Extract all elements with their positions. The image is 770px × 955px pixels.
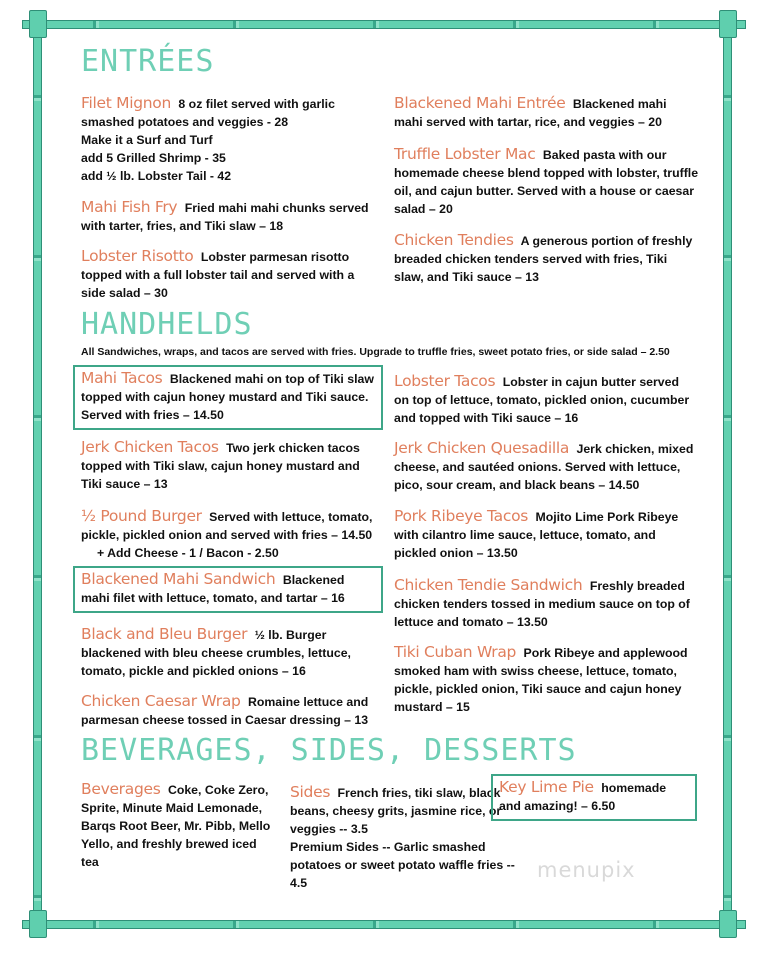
frame-post-bl: [29, 910, 47, 938]
item-name: ½ Pound Burger: [81, 507, 202, 525]
item-name: Lobster Tacos: [394, 372, 496, 390]
item-name: Chicken Tendies: [394, 231, 514, 249]
item-pork-ribeye-tacos: [394, 507, 684, 562]
item-desc: Two jerk chicken tacos topped with Tiki slaw, cajun honey mustard and Tiki sauce – 13: [81, 441, 360, 491]
item-desc: Blackened mahi filet with lettuce, tomato, and tartar – 16: [81, 573, 345, 605]
frame-post-br: [719, 910, 737, 938]
item-extra: Make it a Surf and Turf: [81, 133, 213, 147]
item-name: Black and Bleu Burger: [81, 625, 248, 643]
frame-post-tr: [719, 10, 737, 38]
item-desc: homemade and amazing! – 6.50: [499, 781, 667, 813]
item-desc: Lobster in cajun butter served on top of lettuce, tomato, pickled onion, cucumber and topped with Tiki sauce – 16: [394, 375, 690, 425]
item-chicken-caesar-wrap: [81, 692, 371, 729]
section-title-beverages: BEVERAGES, SIDES, DESSERTS: [81, 733, 577, 768]
item-key-lime-pie: [491, 774, 697, 821]
item-desc: Baked pasta with our homemade cheese blend topped with lobster, truffle oil, and cajun butter. Served with a house or caesar salad – 20: [394, 148, 699, 216]
item-extra: Premium Sides -- Garlic smashed potatoes or sweet potato waffle fries -- 4.5: [290, 840, 515, 890]
item-chicken-tendie-sandwich: [394, 576, 694, 631]
item-desc: A generous portion of freshly breaded chicken tenders served with fries, Tiki slaw, and Tiki sauce – 13: [394, 234, 693, 284]
item-beverages: [81, 780, 271, 871]
item-name: Filet Mignon: [81, 94, 171, 112]
item-name: Sides: [290, 783, 331, 801]
item-extra: add ½ lb. Lobster Tail - 42: [81, 169, 232, 183]
item-blackened-mahi-sandwich: [73, 566, 383, 613]
item-desc: Jerk chicken, mixed cheese, and sautéed onions. Served with lettuce, pico, sour cream, and black beans – 14.50: [394, 442, 694, 492]
frame-left: [33, 14, 42, 938]
item-mahi-fish-fry: [81, 198, 371, 235]
item-name: Chicken Tendie Sandwich: [394, 576, 583, 594]
item-name: Jerk Chicken Tacos: [81, 438, 219, 456]
item-tiki-cuban-wrap: [394, 643, 694, 716]
item-extra: add 5 Grilled Shrimp - 35: [81, 151, 226, 165]
frame-post-tl: [29, 10, 47, 38]
item-desc: 8 oz filet served with garlic smashed potatoes and veggies - 28: [81, 97, 335, 129]
item-name: Truffle Lobster Mac: [394, 145, 536, 163]
item-desc: Pork Ribeye and applewood smoked ham with swiss cheese, lettuce, tomato, pickle, pickled onion, Tiki sauce and cajun honey mustard – 15: [394, 646, 688, 714]
item-desc: Fried mahi mahi chunks served with tarter, fries, and Tiki slaw – 18: [81, 201, 369, 233]
handhelds-note: All Sandwiches, wraps, and tacos are served with fries. Upgrade to truffle fries, sweet potato fries, or side salad – 2.50: [81, 346, 670, 358]
item-name: Mahi Fish Fry: [81, 198, 178, 216]
section-title-entrees: ENTRÉES: [81, 44, 215, 79]
item-desc: ½ lb. Burger blackened with bleu cheese crumbles, lettuce, tomato, pickle and pickled onions – 16: [81, 628, 351, 678]
item-name: Blackened Mahi Entrée: [394, 94, 566, 112]
item-name: Key Lime Pie: [499, 778, 594, 796]
item-name: Chicken Caesar Wrap: [81, 692, 241, 710]
item-filet-mignon: [81, 94, 371, 185]
item-jerk-chicken-quesadilla: [394, 439, 694, 494]
frame-top: [22, 20, 746, 29]
item-desc: Coke, Coke Zero, Sprite, Minute Maid Lemonade, Barqs Root Beer, Mr. Pibb, Mello Yello, and freshly brewed iced tea: [81, 783, 271, 869]
item-name: Mahi Tacos: [81, 369, 163, 387]
item-truffle-lobster-mac: [394, 145, 699, 218]
section-title-handhelds: HANDHELDS: [81, 307, 253, 342]
item-lobster-risotto: [81, 247, 377, 302]
item-extra: + Add Cheese - 1 / Bacon - 2.50: [97, 546, 279, 560]
watermark: menupix: [537, 858, 636, 882]
frame-bottom: [22, 920, 746, 929]
item-half-pound-burger: [81, 507, 376, 562]
item-black-and-bleu-burger: [81, 625, 371, 680]
item-jerk-chicken-tacos: [81, 438, 376, 493]
item-name: Jerk Chicken Quesadilla: [394, 439, 570, 457]
item-desc: Blackened mahi mahi served with tartar, rice, and veggies – 20: [394, 97, 667, 129]
item-name: Lobster Risotto: [81, 247, 194, 265]
item-name: Beverages: [81, 780, 161, 798]
item-lobster-tacos: [394, 372, 694, 427]
item-desc: Romaine lettuce and parmesan cheese tossed in Caesar dressing – 13: [81, 695, 369, 727]
item-desc: Blackened mahi on top of Tiki slaw topped with cajun honey mustard and Tiki sauce. Served with fries – 14.50: [81, 372, 374, 422]
item-blackened-mahi-entree: [394, 94, 694, 131]
frame-right: [723, 14, 732, 938]
item-desc: Served with lettuce, tomato, pickle, pickled onion and served with fries – 14.50: [81, 510, 373, 542]
item-desc: Lobster parmesan risotto topped with a full lobster tail and served with a side salad – 30: [81, 250, 355, 300]
item-name: Pork Ribeye Tacos: [394, 507, 529, 525]
item-mahi-tacos: [73, 365, 383, 430]
item-desc: Freshly breaded chicken tenders tossed in medium sauce on top of lettuce and tomato – 13.50: [394, 579, 690, 629]
item-desc: French fries, tiki slaw, black beans, cheesy grits, jasmine rice, or veggies -- 3.5: [290, 786, 502, 836]
item-chicken-tendies: [394, 231, 694, 286]
item-name: Tiki Cuban Wrap: [394, 643, 517, 661]
item-name: Blackened Mahi Sandwich: [81, 570, 276, 588]
item-desc: Mojito Lime Pork Ribeye with cilantro lime sauce, lettuce, tomato, and pickled onion – 13.50: [394, 510, 679, 560]
